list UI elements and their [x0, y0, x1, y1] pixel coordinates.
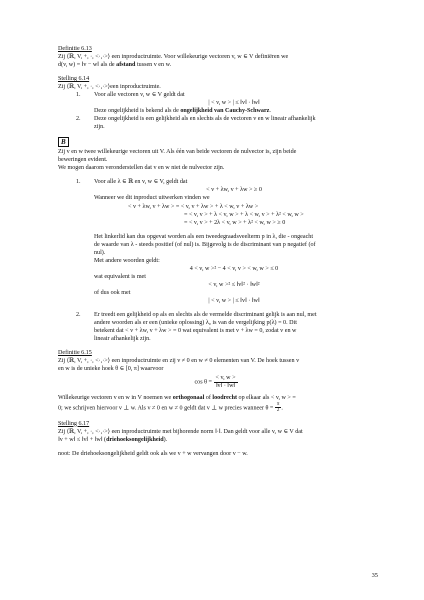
definition-text-2: d(v, w) = ‖v − w‖ als de afstand tussen v en w. — [58, 62, 172, 69]
theorem-6-17: Stelling 6.17 Zij ⟨ℝ, V, +, ·, <·,·>⟩ een inproductruimte met bijhorende norm ‖·‖. Dan geldt voor alle v, w ∈ V dat ‖v + w‖ ≤ ‖v‖ + ‖w‖ (driehoeksongelijkheid). — [58, 420, 303, 443]
definition-6-13 — [58, 45, 374, 69]
formula: 4 < v, w >² − 4 < v, v > < w, w > ≤ 0 — [189, 265, 279, 272]
proof-step-1: 1. Voor alle λ ∈ ℝ en v, w ∈ V, geldt dat < v + λw, v + λw > ≥ 0 Wanneer we dit inproduct uitwerken vinden we < v + λw, v + λw > = < v, v + λw > + λ < w, v + λw > = < v, v > + λ < v, w > + λ < w, v > + λ² < w, w > = < v, v > + 2λ < v, w > + λ² < w, w > ≥ 0 Het linkerlid kan dus opgevat worden als een tweedegraadsveelterm p in λ, die - ongeacht de waarde van λ - steeds positief (of nul) is. Bijgevolg is de discriminant van p negatief (of nul). Met andere woorden geldt: 4 < v, w >² − 4 < v, v > < w, w > ≤ 0 wat equivalent is met < v, w >² ≤ ‖v‖² · ‖w‖² of dus ook met | < v, w > | ≤ ‖v‖ · ‖w‖ — [58, 178, 374, 304]
definition-title: Definitie 6.13 — [58, 46, 92, 52]
theorem-item-2: 2. Deze ongelijkheid is een gelijkheid als en slechts als de vectoren v en w lineair afhankelijk zijn. — [76, 116, 316, 131]
formula: | < v, w > | ≤ ‖v‖ · ‖w‖ — [208, 297, 260, 304]
proof: B Zij v en w twee willekeurige vectoren uit V. Als één van beide vectoren de nulvector is, zijn beide beweringen evident. We mogen daarom veronderstellen dat v en w niet de nulvector zijn. 1. Voor alle λ ∈ ℝ en v, w ∈ V, geldt dat < v + λw, v + λw > ≥ 0 Wanneer we dit inproduct uitwerken vinden we < v + λw, v + λw > = < v, v + λw > + λ < w, v + λw > = < v, v > + λ < v, w > + λ < w, v > + λ² < w, w > = < v, v > + 2λ < v, w > + λ² < w, w > ≥ 0 Het linkerlid kan dus opgevat worden als een tweedegraadsveelterm p in λ, die - ongeacht de waarde van λ - steeds positief (of nul) is. Bijgevolg is de discriminant van p negatief (of nul). Met andere woorden geldt: 4 < v, w >² − 4 < v, v > < w, w > ≤ 0 wat equivalent is met < v, w >² ≤ ‖v‖² · ‖w‖² of dus ook met | < v, w > | ≤ ‖v‖ · ‖w‖ 2. Er treedt een gelijkheid op als en slechts als de vermelde discriminant gelijk is aan nul, met andere woorden als er een (unieke oplossing) λ₀ is van de vergelijking p(λ) = 0. Dit betekent dat < v + λw, v + λw > = 0 wat equivalent is met v + λw = 0, zodat v en w lineair afhankelijk zijn. — [58, 137, 374, 343]
theorem-6-14 — [58, 75, 374, 131]
formula: | < v, w > | ≤ ‖v‖ · ‖w‖ — [208, 100, 260, 107]
proof-step-2: 2. Er treedt een gelijkheid op als en slechts als de vermelde discriminant gelijk is aan nul, met andere woorden als er een (unieke oplossing) λ₀ is van de vergelijking p(λ) = 0. Dit betekent dat < v + λw, v + λw > = 0 wat equivalent is met v + λw = 0, zodat v en w lineair afhankelijk zijn. — [76, 311, 317, 342]
proof-box-label: B — [58, 137, 69, 147]
theorem-item-1: 1. Voor alle vectoren v, w ∈ V geldt dat | < v, w > | ≤ ‖v‖ · ‖w‖ Deze ongelijkheid is bekend als de ongelijkheid van Cauchy-Schwarz. — [58, 91, 374, 115]
formula: cos θ = $\frac{< v, w >}{‖v‖ \cdot ‖w‖}$ — [194, 375, 236, 389]
formula: = < v, v > + 2λ < v, w > + λ² < w, w > ≥ 0 — [184, 219, 286, 226]
definition-title: Definitie 6.15 — [58, 350, 92, 356]
theorem-title: Stelling 6.17 — [58, 420, 90, 427]
page-number: 35 — [371, 571, 378, 579]
definition-6-15: Definitie 6.15 Zij ⟨ℝ, V, +, ·, <·,·>⟩ een inproductruimte en zij v ≠ 0 en w ≠ 0 elementen van V. De hoek tussen v en w is de unieke hoek θ ∈ [0, π] waarvoor cos θ = $\frac{< v, w >}{‖v‖ \cdot ‖w‖}$ Willekeurige vectoren v en w in V noemen we orthogonaal of loodrecht op elkaar als < v, w > = 0; we schrijven hiervoor v ⊥ w. Als v ≠ 0 en w ≠ 0 geldt dat v ⊥ w precies wanneer θ = $\frac{\pi}{2}$ . — [58, 349, 374, 414]
formula: < v + λw, v + λw > = < v, v + λw > + λ < w, v + λw > — [128, 203, 259, 210]
formula: = < v, v > + λ < v, w > + λ < w, v > + λ² < w, w > — [184, 211, 304, 218]
formula: < v + λw, v + λw > ≥ 0 — [206, 187, 262, 194]
theorem-title: Stelling 6.14 — [58, 76, 90, 83]
formula: < v, w >² ≤ ‖v‖² · ‖w‖² — [208, 281, 260, 288]
definition-text: Zij ⟨ℝ, V, +, ·, <·,·>⟩ een inproductruimte. Voor willekeurige vectoren v, w ∈ V definiëren we — [58, 54, 289, 61]
fraction: $\frac{< v, w >}{‖v‖ \cdot ‖w‖}$ — [215, 375, 236, 389]
fraction: $\frac{\pi}{2}$ — [276, 401, 280, 414]
note: noot: De driehoeksongelijkheid geldt ook als we v + w vervangen door v − w. — [58, 450, 248, 457]
theorem-intro: Zij ⟨ℝ, V, +, ·, <·,·>⟩een inproductruimte. — [58, 84, 161, 91]
